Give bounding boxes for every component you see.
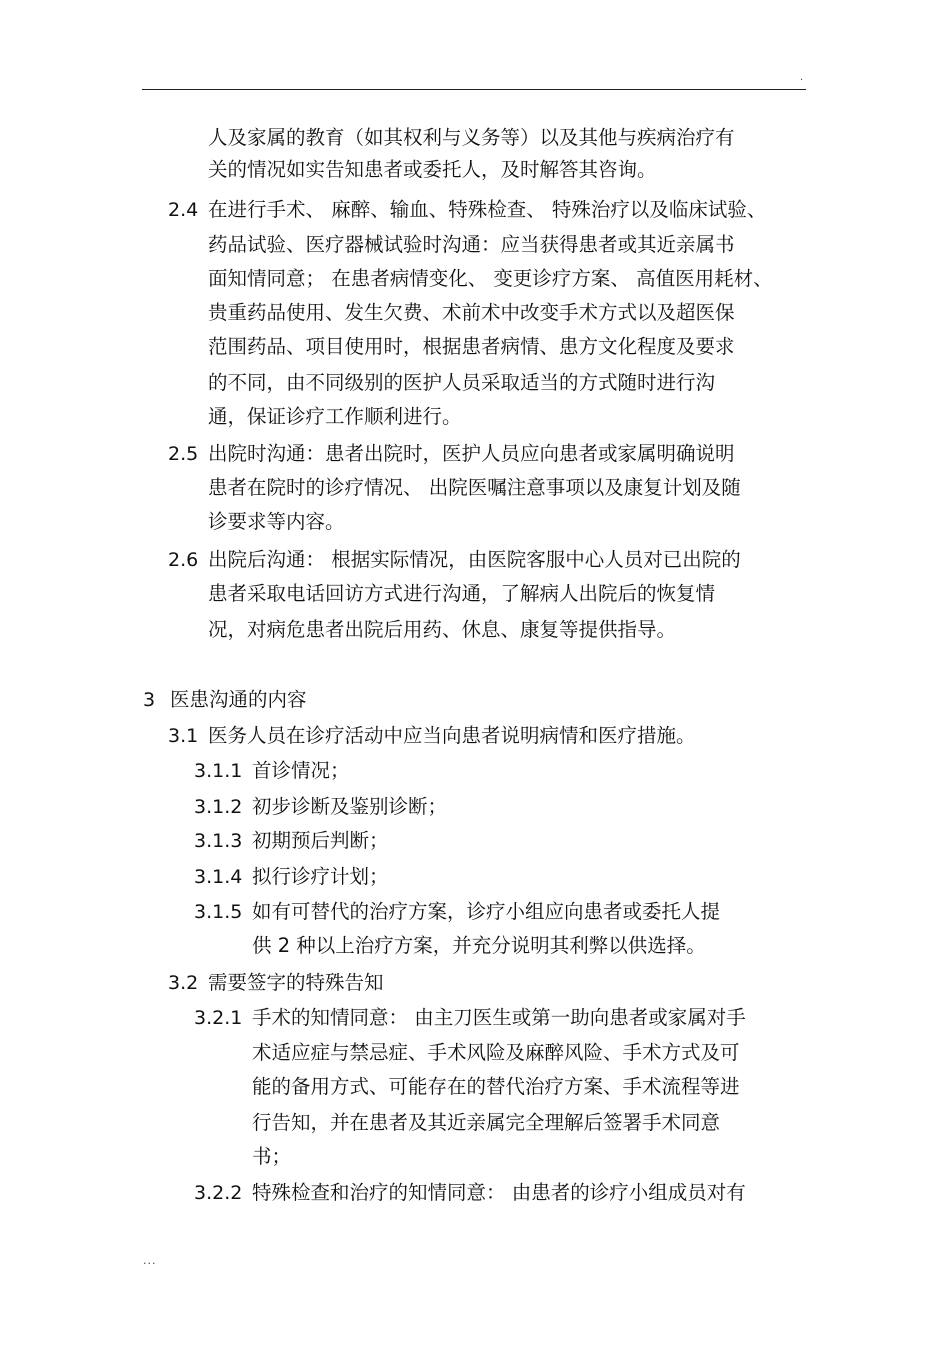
item-number-3-1-4: 3.1.4 (194, 866, 243, 888)
paragraph-line: 特殊检查和治疗的知情同意： 由患者的诊疗小组成员对有 (252, 1181, 746, 1204)
section-title-3: 医患沟通的内容 (170, 688, 307, 711)
paragraph-line: 患者采取电话回访方式进行沟通，了解病人出院后的恢复情 (208, 582, 716, 605)
paragraph-line: 手术的知情同意： 由主刀医生或第一助向患者或家属对手 (252, 1006, 746, 1029)
item-number-3-2-2: 3.2.2 (194, 1182, 243, 1204)
item-number-3-1: 3.1 (168, 725, 199, 747)
paragraph-line: 范围药品、项目使用时，根据患者病情、患方文化程度及要求 (208, 335, 735, 358)
header-rule (142, 89, 806, 90)
item-number-3-1-1: 3.1.1 (194, 760, 243, 782)
paragraph-line: 首诊情况； (252, 759, 350, 782)
paragraph-line: 的不同，由不同级别的医护人员采取适当的方式随时进行沟 (208, 371, 716, 394)
paragraph-line: 书； (252, 1145, 292, 1168)
paragraph-line: 行告知，并在患者及其近亲属完全理解后签署手术同意 (252, 1111, 721, 1134)
item-number-3-1-3: 3.1.3 (194, 830, 243, 852)
header-dot: . (800, 72, 804, 83)
item-number-2-6: 2.6 (168, 549, 199, 571)
footer-dots: ... (143, 1254, 157, 1267)
paragraph-line: 关的情况如实告知患者或委托人，及时解答其咨询。 (208, 158, 657, 181)
paragraph-line: 初步诊断及鉴别诊断； (252, 795, 448, 818)
paragraph-line: 供 2 种以上治疗方案，并充分说明其利弊以供选择。 (252, 934, 706, 957)
section-number-3: 3 (143, 689, 156, 711)
paragraph-line: 能的备用方式、可能存在的替代治疗方案、手术流程等进 (252, 1075, 740, 1098)
paragraph-line: 拟行诊疗计划； (252, 865, 389, 888)
paragraph-line: 况，对病危患者出院后用药、休息、康复等提供指导。 (208, 618, 677, 641)
paragraph-line: 药品试验、医疗器械试验时沟通：应当获得患者或其近亲属书 (208, 233, 735, 256)
paragraph-line: 术适应症与禁忌症、手术风险及麻醉风险、手术方式及可 (252, 1041, 740, 1064)
paragraph-line: 初期预后判断； (252, 829, 389, 852)
paragraph-line: 在进行手术、 麻醉、输血、特殊检查、 特殊治疗以及临床试验、 (208, 198, 767, 221)
item-number-3-1-2: 3.1.2 (194, 796, 243, 818)
item-number-3-2: 3.2 (168, 972, 199, 994)
paragraph-line: 出院后沟通： 根据实际情况，由医院客服中心人员对已出院的 (208, 548, 741, 571)
paragraph-line: 面知情同意； 在患者病情变化、 变更诊疗方案、 高值医用耗材、 (208, 267, 773, 290)
paragraph-line: 需要签字的特殊告知 (208, 971, 384, 994)
paragraph-line: 出院时沟通：患者出院时，医护人员应向患者或家属明确说明 (208, 442, 735, 465)
item-number-2-4: 2.4 (168, 199, 199, 221)
paragraph-line: 如有可替代的治疗方案，诊疗小组应向患者或委托人提 (252, 900, 721, 923)
paragraph-line: 医务人员在诊疗活动中应当向患者说明病情和医疗措施。 (208, 724, 696, 747)
paragraph-line: 贵重药品使用、发生欠费、术前术中改变手术方式以及超医保 (208, 301, 735, 324)
item-number-3-2-1: 3.2.1 (194, 1007, 243, 1029)
paragraph-line: 人及家属的教育（如其权利与义务等）以及其他与疾病治疗有 (208, 126, 735, 149)
paragraph-line: 患者在院时的诊疗情况、 出院医嘱注意事项以及康复计划及随 (208, 476, 741, 499)
paragraph-line: 诊要求等内容。 (208, 510, 345, 533)
item-number-3-1-5: 3.1.5 (194, 901, 243, 923)
item-number-2-5: 2.5 (168, 443, 199, 465)
paragraph-line: 通，保证诊疗工作顺利进行。 (208, 405, 462, 428)
